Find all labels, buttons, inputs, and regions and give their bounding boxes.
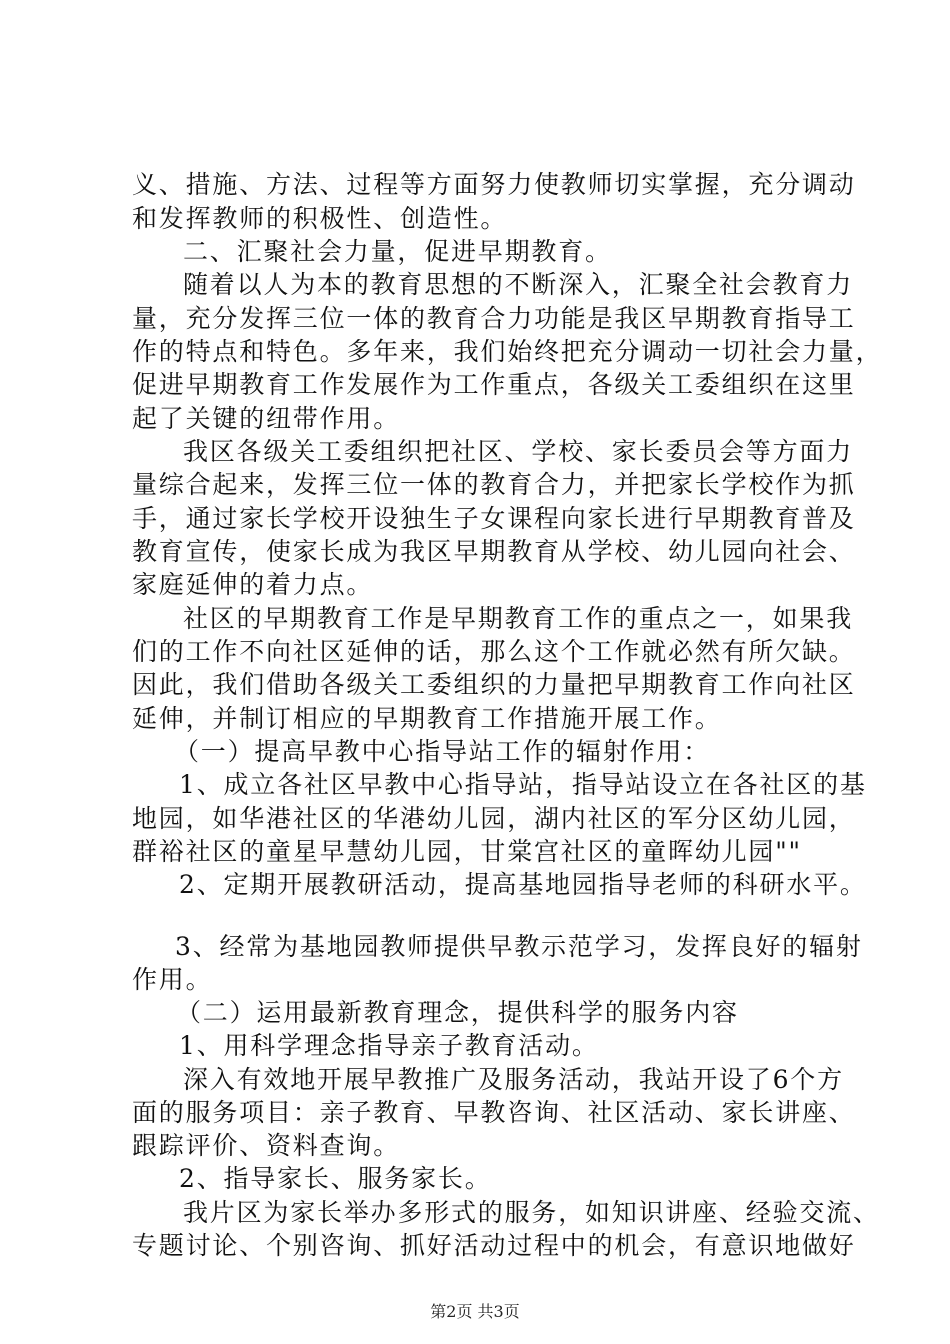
text-line: 作用。 — [132, 965, 213, 994]
text-line: 2、指导家长、服务家长。 — [179, 1164, 492, 1193]
text-line: 教育宣传，使家长成为我区早期教育从学校、幼儿园向社会、 — [132, 537, 856, 566]
text-line: 专题讨论、个别咨询、抓好活动过程中的机会，有意识地做好 — [132, 1231, 856, 1260]
text-line: 我区各级关工委组织把社区、学校、家长委员会等方面力 — [183, 437, 854, 466]
text-line: 义、措施、方法、过程等方面努力使教师切实掌握，充分调动 — [132, 170, 856, 199]
text-line: 们的工作不向社区延伸的话，那么这个工作就必然有所欠缺。 — [132, 637, 856, 666]
text-line: 量，充分发挥三位一体的教育合力功能是我区早期教育指导工 — [132, 304, 856, 333]
text-line: 跟踪评价、资料查询。 — [132, 1131, 401, 1160]
text-line: 群裕社区的童星早慧幼儿园，甘棠宫社区的童晖幼儿园"" — [132, 837, 802, 866]
text-line: 1、用科学理念指导亲子教育活动。 — [179, 1031, 599, 1060]
text-line: 家庭延伸的着力点。 — [132, 570, 374, 599]
text-line: 量综合起来，发挥三位一体的教育合力，并把家长学校作为抓 — [132, 470, 856, 499]
page-number-footer: 第2页 共3页 — [430, 1302, 520, 1321]
text-line: 因此，我们借助各级关工委组织的力量把早期教育工作向社区 — [132, 670, 856, 699]
text-line: 作的特点和特色。多年来，我们始终把充分调动一切社会力量， — [132, 337, 883, 366]
text-line: 3、经常为基地园教师提供早教示范学习，发挥良好的辐射 — [175, 932, 863, 961]
text-line: 社区的早期教育工作是早期教育工作的重点之一，如果我 — [183, 604, 854, 633]
section-heading: 二、汇聚社会力量，促进早期教育。 — [183, 237, 612, 266]
text-line: 2、定期开展教研活动，提高基地园指导老师的科研水平。 — [179, 870, 867, 899]
text-line: 促进早期教育工作发展作为工作重点，各级关工委组织在这里 — [132, 370, 856, 399]
text-line: 随着以人为本的教育思想的不断深入，汇聚全社会教育力 — [183, 270, 854, 299]
text-line: 手，通过家长学校开设独生子女课程向家长进行早期教育普及 — [132, 504, 856, 533]
text-line: 深入有效地开展早教推广及服务活动，我站开设了6个方 — [183, 1065, 844, 1094]
text-line: 地园，如华港社区的华港幼儿园，湖内社区的军分区幼儿园， — [132, 804, 856, 833]
text-line: 1、成立各社区早教中心指导站，指导站设立在各社区的基 — [179, 770, 867, 799]
text-line: 起了关键的纽带作用。 — [132, 404, 401, 433]
text-line: 和发挥教师的积极性、创造性。 — [132, 204, 508, 233]
subsection-heading: （二）运用最新教育理念，提供科学的服务内容 — [176, 998, 739, 1027]
text-line: 面的服务项目：亲子教育、早教咨询、社区活动、家长讲座、 — [132, 1098, 856, 1127]
text-line: 延伸，并制订相应的早期教育工作措施开展工作。 — [132, 704, 722, 733]
text-line: 我片区为家长举办多形式的服务，如知识讲座、经验交流、 — [183, 1198, 880, 1227]
subsection-heading: （一）提高早教中心指导站工作的辐射作用： — [174, 737, 711, 766]
